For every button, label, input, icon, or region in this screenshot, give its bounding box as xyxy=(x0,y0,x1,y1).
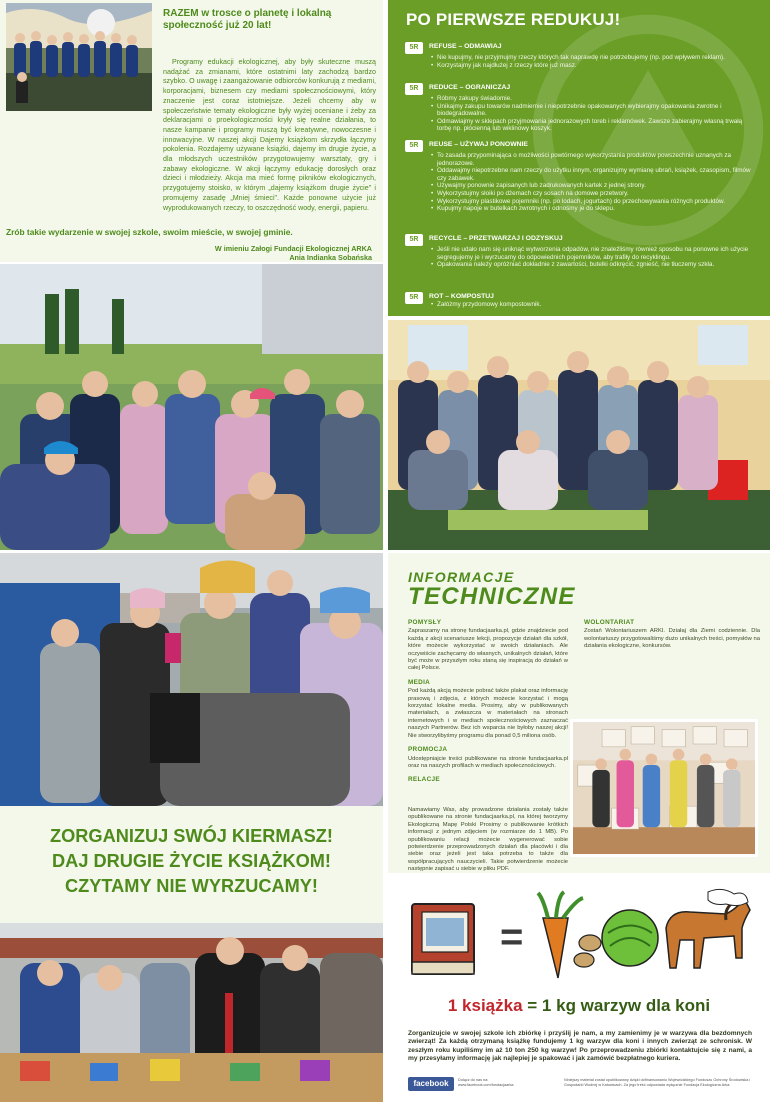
kiermasz-line-2: DAJ DRUGIE ŻYCIE KSIĄŻKOM! xyxy=(52,851,331,871)
interview-kids-photo xyxy=(0,553,383,806)
relacje-text: Namawiamy Was, aby prowadzone działania zostały także opublikowane na stronie fundacjaarka.pl, na której tworzymy Ekologiczną Mapę Polski Prosimy o publikowanie krótkich informacji z jednym zdjęciem (w rozmiarze do 1 MB). Po opublikowaniu relacji możecie wygenerować sobie potwierdzenie przeprowadzonych działań dla placówki i dla siebie oraz jeżeli jest taka potrzeba to także dla współpracujących nauczycieli. Takie potwierdzenie możecie następnie zapisać u siebie w pliku PDF. xyxy=(408,807,568,873)
horse-icon xyxy=(666,898,750,968)
list-item: • Wykorzystujmy plastikowe pojemniki (np. po lodach, jogurtach) do przechowywania różnych produktów. xyxy=(431,198,756,206)
kiermasz-line-1: ZORGANIZUJ SWÓJ KIERMASZ! xyxy=(50,826,333,846)
speech-bubble-icon xyxy=(708,889,748,905)
pomysly-heading: POMYSŁY xyxy=(408,619,442,626)
media-text: Pod każdą akcją możecie pobrać także plakat oraz informację prasową i zdjęcia, z których możecie korzystać i mogą korzystać lokalne media. Prosimy, aby w publikowanych materiałach, a zwłaszcza w materiałach na stronach internetowych i w mediach społecznościowych zaznaczać naszych Partnerów. Bez ich wsparcia nie byłoby naszej akcji! Nie stworzylibyśmy programu dla ponad 0,5 miliona osób. xyxy=(408,688,568,739)
classroom-kids-photo xyxy=(388,320,770,550)
promocja-text: Udostępniajcie treści publikowane na stronie fundacjaarka.pl oraz na naszych profilach w mediach społecznościowych. xyxy=(408,755,568,769)
r-section-head: RECYCLE – PRZETWARZAJ I ODZYSKUJ xyxy=(429,235,563,242)
potato-icon xyxy=(574,935,601,967)
5r-badge-icon: 5R xyxy=(405,140,423,152)
book-slogan xyxy=(388,996,770,1016)
tech-column-left xyxy=(408,619,568,786)
5r-badge-icon: 5R xyxy=(405,42,423,54)
funding-note: Niniejszy materiał został opublikowany dzięki dofinansowaniu Wojewódzkiego Funduszu Ochrony Środowiska i Gospodarki Wodnej w Katowicach. Za jego treść odpowiada wyłącznie Fundacja Ekologiczna Arka. xyxy=(564,1078,751,1087)
list-item: • Odmawiajmy w sklepach przyjmowania jednorazowych toreb i reklamówek. Zawsze zabierajmy własną trwałą torbę np. płócienną lub wiklinowy koszyk. xyxy=(431,118,756,133)
cabbage-icon xyxy=(602,910,658,966)
book-body: Zorganizujcie w swojej szkole ich zbiórkę i przyślij je nam, a my zamienimy je w warzywa dla bezdomnych zwierząt! Za każdą otrzymaną książkę fundujemy 1 kg warzyw dla koni i innych zwierząt ze schronisk. W zeszłym roku kupiliśmy im aż 10 ton 250 kg warzyw! Po przeprowadzeniu zbiórki kontaktujcie się z nami, a my przesyłamy informację jak najlepiej je spakować i jak zamówić bezpłatnego kuriera. xyxy=(408,1030,752,1063)
list-item: • Kupujmy napoje w butelkach zwrotnych i odnośmy je do sklepu. xyxy=(431,205,756,213)
promocja-heading: PROMOCJA xyxy=(408,746,448,754)
intro-signature xyxy=(180,244,372,262)
book-slogan-red: 1 książka xyxy=(447,996,523,1015)
r-section-head: ROT – KOMPOSTUJ xyxy=(429,293,494,300)
list-item: • Róbmy zakupy świadomie. xyxy=(431,95,756,103)
pomysly-text: Zapraszamy na stronę fundacjaarka.pl, gdzie znajdziecie pod każdą z akcji scenariusze lekcji, propozycje działań dla szkół, które możecie wykorzystać w swoich działaniach. Ale oczywiście zachęcamy do własnych, unikalnych działań, które być może w przyszłym roku staną się inspiracją do działań w całej Polsce. xyxy=(408,628,568,672)
book-slogan-rest: = 1 kg warzyw dla koni xyxy=(522,996,711,1015)
intro-cta: Zrób takie wydarzenie w swojej szkole, swoim mieście, w swojej gminie. xyxy=(6,227,293,237)
reduction-title: PO PIERWSZE REDUKUJ! xyxy=(406,10,621,29)
book-equals-vegetables-illustration xyxy=(408,888,752,983)
list-item: • To zasada przypominająca o możliwości powtórnego wykorzystania produktów powszechnie uznanych za jednorazowe. xyxy=(431,152,756,167)
r-section-head: REFUSE – ODMAWIAJ xyxy=(429,43,502,50)
5r-badge-icon: 5R xyxy=(405,292,423,304)
r-section-head: REDUCE – OGRANICZAJ xyxy=(429,84,511,91)
signature-line-2: Ania Indianka Sobańska xyxy=(289,253,372,262)
list-item: • Oddawajmy niepotrzebne nam rzeczy do użytku innym, organizujmy wymianę ubrań, książek, czasopism, filmów czy zabawek. xyxy=(431,167,756,182)
tech-column-right xyxy=(584,619,760,651)
list-item: • Wykorzystujmy słoiki po dżemach czy sosach na domowe przetwory. xyxy=(431,190,756,198)
book-icon xyxy=(412,904,474,974)
tech-title-line2: TECHNICZNE xyxy=(408,583,576,610)
kiermasz-slogan xyxy=(0,806,383,923)
wolontariat-text: Zostań Wolontariuszem ARKI. Działaj dla Ziemi codziennie. Dla wolontariuszy przygotowaliśmy dużo unikalnych treści, pomysłów na działania ekologiczne, konkursów. xyxy=(584,628,760,650)
relacje-heading: RELACJE xyxy=(408,776,440,784)
facebook-button[interactable]: facebook xyxy=(408,1077,454,1091)
list-item: • Nie kupujmy, nie przyjmujmy rzeczy których tak naprawdę nie potrzebujemy (np. pod wpływem reklam). xyxy=(431,54,756,62)
signature-line-1: W imieniu Załogi Fundacji Ekologicznej ARKA xyxy=(214,244,372,253)
list-item: • Załóżmy przydomowy kompostownik. xyxy=(431,301,756,309)
intro-heading: RAZEM w trosce o planetę i lokalną społeczność już 20 lat! xyxy=(163,8,332,31)
list-item: • Jeśli nie udało nam się uniknąć wytworzenia odpadów, nie znaleźliśmy również sposobu na ponowne ich użycie segregujemy je i wyrzucamy do odpowiednich pojemników, aby trafiły do recyklingu. xyxy=(431,246,756,261)
5r-badge-icon: 5R xyxy=(405,83,423,95)
intro-section xyxy=(0,0,383,262)
wolontariat-heading: WOLONTARIAT xyxy=(584,619,635,626)
relacje-text-block xyxy=(408,807,568,873)
intro-paragraph: Programy edukacji ekologicznej, aby były skuteczne muszą nadążać za zmianami, które ostatnimi laty zachodzą bardzo szybko. O uwagę i zaangażowanie odbiorców konkurują z mediami, korporacjami, biznesem czy mediami społecznościowymi, który znaczenie jest coraz istotniejsze. Jeżeli chcemy aby w społeczeństwie tematy ekologiczne były wyżej oceniane i żeby za deklaracjami o proekologiczności kryły się realne działania, to nasze kampanie i programy muszą być kreatywne, nowoczesne i innowacyjne. W naszej akcji Dajemy książkom skrzydła łączymy pokolenia. Rozdajemy używane książki, dajemy im drugie życie, a dla młodszych uczestników przygotowujemy warsztaty, gry i zabawy ekologiczne. W akcji łączymy edukację dorosłych oraz dzieci i młodzieży. Akcja ma mieć formę pikników ekologicznych, przygotujemy stoisko, w którym „dajemy książkom drugie życie" i promujemy zasadę „Mniej śmieci". Każde ponowne użycie już wyprodukowanych rzeczy, to oszczędność wody, energii, papieru. xyxy=(163,58,376,212)
list-item: • Unikajmy zakupu towarów nadmiernie i niepotrzebnie opakowanych wybierajmy opakowania zwrotne i biodegradowalne. xyxy=(431,103,756,118)
list-item: • Opakowania należy opróżniać dokładnie z zawartości, butelki odkręcić, zgnieść, nie tłuczemy szkła. xyxy=(431,261,756,269)
list-item: • Używajmy ponownie zapisanych lub zadrukowanych kartek z jednej strony. xyxy=(431,182,756,190)
book-vegetables-section xyxy=(388,878,770,1102)
5r-badge-icon: 5R xyxy=(405,234,423,246)
media-heading: MEDIA xyxy=(408,678,431,686)
intro-body xyxy=(6,58,376,213)
list-item: • Korzystajmy jak najdłużej z rzeczy które już masz. xyxy=(431,62,756,70)
tech-info-section xyxy=(388,553,770,873)
book-fair-photo xyxy=(0,923,383,1102)
tech-title-line1: INFORMACJE xyxy=(408,569,515,585)
r-section-head: REUSE – UŻYWAJ PONOWNIE xyxy=(429,141,528,148)
equals-sign: = xyxy=(500,915,524,959)
kiermasz-line-3: CZYTAMY NIE WYRZUCAMY! xyxy=(65,876,318,896)
volunteers-photo xyxy=(570,719,758,857)
facebook-link-text[interactable]: Dołącz do nas na: www.facebook.com/fundacjaarka xyxy=(458,1078,514,1087)
reduction-panel xyxy=(388,0,770,316)
outdoor-kids-photo xyxy=(0,264,383,550)
